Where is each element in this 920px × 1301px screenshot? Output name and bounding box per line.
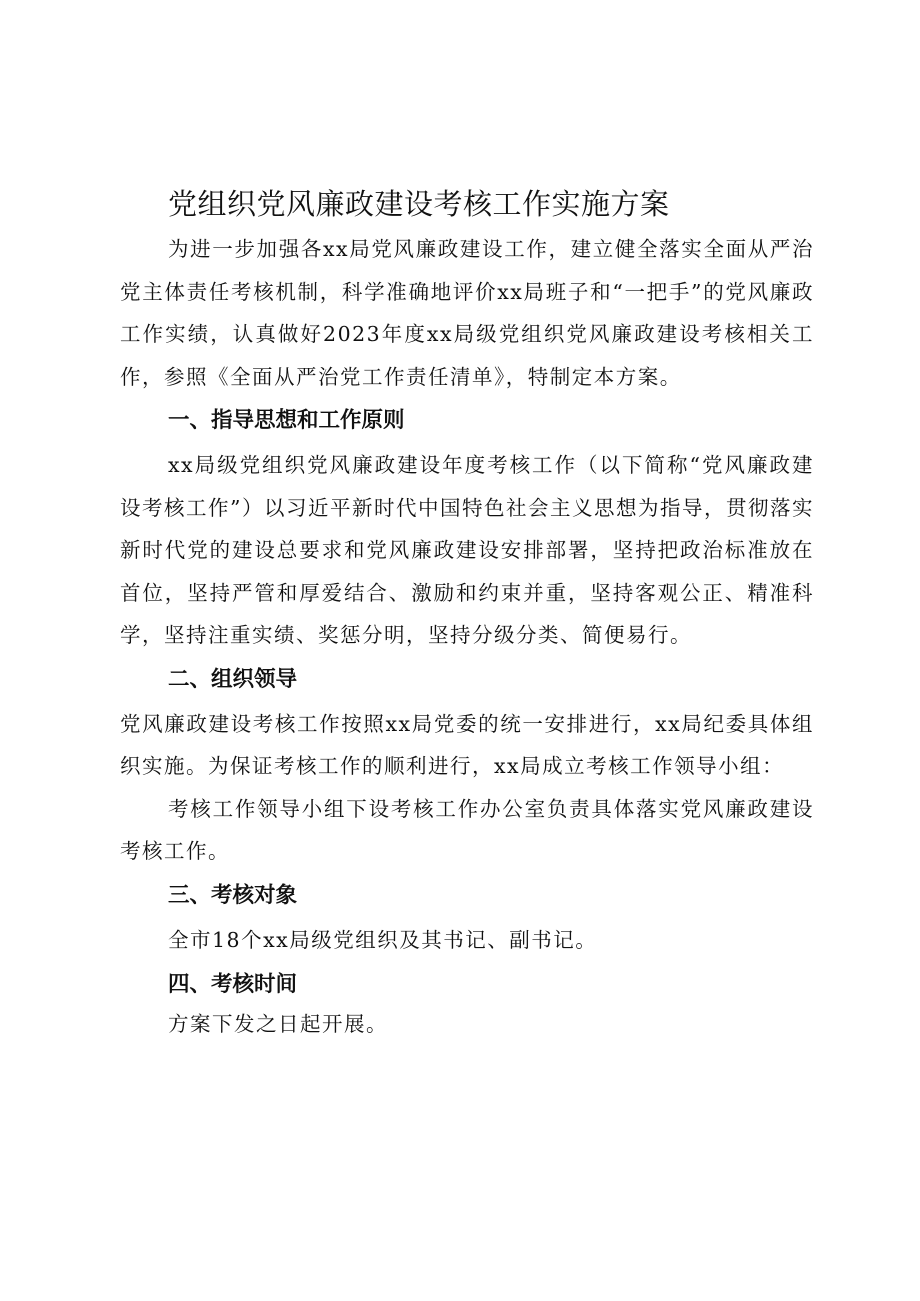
section-heading-assessment-targets: 三、考核对象 xyxy=(168,882,298,908)
document-title: 党组织党风廉政建设考核工作实施方案 xyxy=(168,187,670,221)
organization-paragraph: 党风廉政建设考核工作按照xx局党委的统一安排进行，xx局纪委具体组织实施。为保证考核工作的顺利进行，xx局成立考核工作领导小组： xyxy=(120,711,814,778)
section-heading-guiding-principles: 一、指导思想和工作原则 xyxy=(168,408,405,433)
assessment-targets-paragraph: 全市18个xx局级党组织及其书记、副书记。 xyxy=(168,927,598,952)
intro-paragraph: 为进一步加强各xx局党风廉政建设工作，建立健全落实全面从严治党主体责任考核机制，科学准确地评价xx局班子和“一把手”的党风廉政工作实绩，认真做好2023年度xx局级党组织党风廉政建设考核相关工作，参照《全面从严治党工作责任清单》，特制定本方案。 xyxy=(120,237,814,389)
assessment-time-paragraph: 方案下发之日起开展。 xyxy=(168,1012,388,1036)
section-heading-assessment-time: 四、考核时间 xyxy=(168,972,298,997)
document-body xyxy=(120,180,814,1046)
guiding-principles-paragraph: xx局级党组织党风廉政建设年度考核工作（以下简称“党风廉政建设考核工作”）以习近平新时代中国特色社会主义思想为指导，贯彻落实新时代党的建设总要求和党风廉政建设安排部署，坚持把政治标准放在首位，坚持严管和厚爱结合、激励和约束并重，坚持客观公正、精准科学，坚持注重实绩、奖惩分明，坚持分级分类、简便易行。 xyxy=(120,453,814,647)
section-heading-organization: 二、组织领导 xyxy=(168,666,298,692)
organization-office-paragraph: 考核工作领导小组下设考核工作办公室负责具体落实党风廉政建设考核工作。 xyxy=(120,796,814,863)
